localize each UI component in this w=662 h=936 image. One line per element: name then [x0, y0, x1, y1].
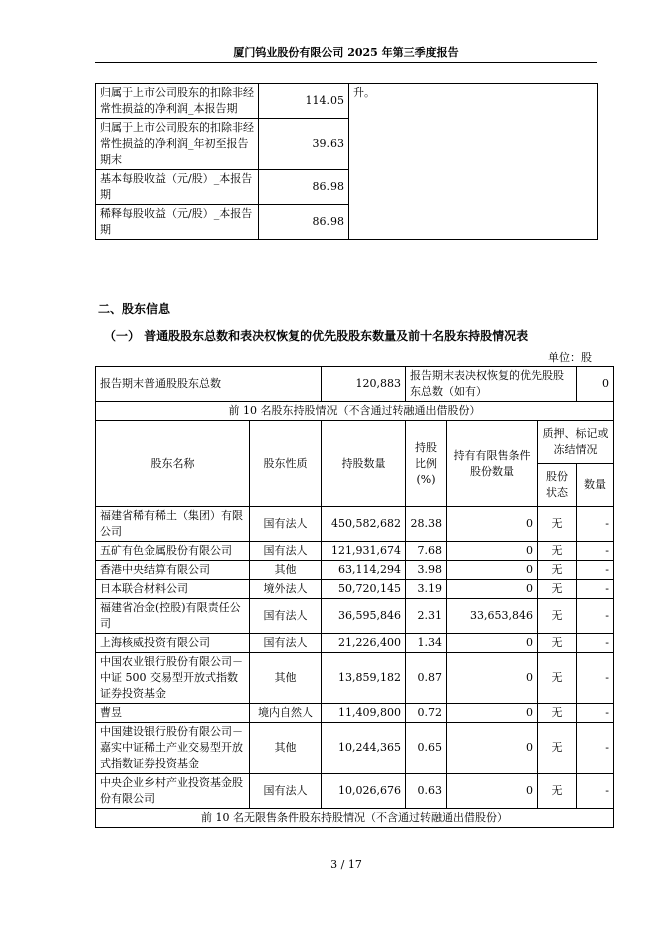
- header-rule: [95, 62, 597, 63]
- header-pledge: 质押、标记或冻结情况: [538, 421, 614, 464]
- earnings-label: 归属于上市公司股东的扣除非经常性损益的净利润_本报告期: [96, 84, 259, 119]
- earnings-value: 86.98: [259, 170, 349, 205]
- table-row: [96, 542, 614, 561]
- holder-restricted: 0: [447, 580, 538, 599]
- holder-restricted: 0: [447, 561, 538, 580]
- holder-qty: -: [577, 542, 614, 561]
- holder-nature: 其他: [250, 561, 322, 580]
- holder-nature: 其他: [250, 653, 322, 704]
- table-row: [96, 653, 614, 704]
- holder-qty: -: [577, 599, 614, 634]
- holder-name: 香港中央结算有限公司: [96, 561, 250, 580]
- pref-holders-value: 0: [577, 367, 614, 402]
- holder-qty: -: [577, 774, 614, 809]
- top10-title: 前 10 名股东持股情况（不含通过转融通出借股份）: [96, 402, 614, 421]
- holder-shares: 36,595,846: [322, 599, 406, 634]
- holder-name: 中央企业乡村产业投资基金股份有限公司: [96, 774, 250, 809]
- holder-qty: -: [577, 561, 614, 580]
- holder-shares: 450,582,682: [322, 507, 406, 542]
- holder-status: 无: [538, 580, 577, 599]
- holder-ratio: 0.63: [406, 774, 447, 809]
- holder-restricted: 0: [447, 653, 538, 704]
- total-holders-value: 120,883: [322, 367, 406, 402]
- holder-qty: -: [577, 507, 614, 542]
- holder-name: 五矿有色金属股份有限公司: [96, 542, 250, 561]
- holder-shares: 11,409,800: [322, 704, 406, 723]
- holder-shares: 121,931,674: [322, 542, 406, 561]
- holder-restricted: 33,653,846: [447, 599, 538, 634]
- holder-restricted: 0: [447, 723, 538, 774]
- unit-label: 单位：股: [548, 351, 592, 364]
- holder-nature: 国有法人: [250, 542, 322, 561]
- earnings-label: 稀释每股收益（元/股）_本报告期: [96, 205, 259, 240]
- holder-name: 中国建设银行股份有限公司－嘉实中证稀土产业交易型开放式指数证券投资基金: [96, 723, 250, 774]
- holder-nature: 国有法人: [250, 634, 322, 653]
- holder-status: 无: [538, 542, 577, 561]
- holder-shares: 10,244,365: [322, 723, 406, 774]
- table-row: [96, 774, 614, 809]
- holder-restricted: 0: [447, 704, 538, 723]
- holder-ratio: 3.19: [406, 580, 447, 599]
- holder-status: 无: [538, 634, 577, 653]
- table-row: [96, 599, 614, 634]
- holder-name: 日本联合材料公司: [96, 580, 250, 599]
- page-number: 3 / 17: [330, 858, 362, 871]
- table-row: [96, 704, 614, 723]
- earnings-label: 归属于上市公司股东的扣除非经常性损益的净利润_年初至报告期末: [96, 119, 259, 170]
- holder-shares: 10,026,676: [322, 774, 406, 809]
- holder-nature: 境内自然人: [250, 704, 322, 723]
- holder-restricted: 0: [447, 774, 538, 809]
- holder-ratio: 2.31: [406, 599, 447, 634]
- earnings-value: 114.05: [259, 84, 349, 119]
- holder-ratio: 3.98: [406, 561, 447, 580]
- holder-name: 福建省稀有稀土（集团）有限公司: [96, 507, 250, 542]
- holder-status: 无: [538, 723, 577, 774]
- holder-name: 曹昱: [96, 704, 250, 723]
- pref-holders-label: 报告期末表决权恢复的优先股股东总数（如有）: [406, 367, 577, 402]
- holder-status: 无: [538, 704, 577, 723]
- holder-ratio: 7.68: [406, 542, 447, 561]
- earnings-note: 升。: [349, 84, 598, 240]
- holder-name: 中国农业银行股份有限公司－中证 500 交易型开放式指数证券投资基金: [96, 653, 250, 704]
- holder-nature: 其他: [250, 723, 322, 774]
- earnings-label: 基本每股收益（元/股）_本报告期: [96, 170, 259, 205]
- earnings-table: [95, 83, 598, 240]
- holder-name: 福建省冶金(控股)有限责任公司: [96, 599, 250, 634]
- holder-status: 无: [538, 599, 577, 634]
- earnings-value: 39.63: [259, 119, 349, 170]
- holder-restricted: 0: [447, 542, 538, 561]
- unrestricted-title: 前 10 名无限售条件股东持股情况（不含通过转融通出借股份）: [96, 809, 614, 828]
- holder-ratio: 0.72: [406, 704, 447, 723]
- holder-restricted: 0: [447, 507, 538, 542]
- section-subtitle: （一） 普通股股东总数和表决权恢复的优先股股东数量及前十名股东持股情况表: [104, 329, 529, 343]
- header-status: 股份状态: [538, 464, 577, 507]
- shareholders-table: [95, 366, 614, 828]
- holder-nature: 国有法人: [250, 599, 322, 634]
- header-name: 股东名称: [96, 421, 250, 507]
- holder-shares: 21,226,400: [322, 634, 406, 653]
- holder-ratio: 1.34: [406, 634, 447, 653]
- table-row: [96, 634, 614, 653]
- holder-qty: -: [577, 580, 614, 599]
- holder-nature: 境外法人: [250, 580, 322, 599]
- holder-nature: 国有法人: [250, 507, 322, 542]
- holder-shares: 50,720,145: [322, 580, 406, 599]
- holder-ratio: 28.38: [406, 507, 447, 542]
- holder-status: 无: [538, 653, 577, 704]
- holder-shares: 63,114,294: [322, 561, 406, 580]
- table-row: [96, 723, 614, 774]
- table-row: [96, 561, 614, 580]
- earnings-value: 86.98: [259, 205, 349, 240]
- section-title: 二、股东信息: [98, 302, 171, 316]
- holder-status: 无: [538, 774, 577, 809]
- page-header: 厦门钨业股份有限公司 2025 年第三季度报告: [233, 46, 459, 59]
- holder-nature: 国有法人: [250, 774, 322, 809]
- header-nature: 股东性质: [250, 421, 322, 507]
- table-row: [96, 507, 614, 542]
- holder-ratio: 0.87: [406, 653, 447, 704]
- holder-status: 无: [538, 561, 577, 580]
- holder-qty: -: [577, 723, 614, 774]
- holder-qty: -: [577, 704, 614, 723]
- holder-qty: -: [577, 634, 614, 653]
- earnings-row: [96, 84, 598, 119]
- total-holders-label: 报告期末普通股股东总数: [96, 367, 322, 402]
- holder-shares: 13,859,182: [322, 653, 406, 704]
- holder-name: 上海核威投资有限公司: [96, 634, 250, 653]
- holder-qty: -: [577, 653, 614, 704]
- holder-ratio: 0.65: [406, 723, 447, 774]
- header-shares: 持股数量: [322, 421, 406, 507]
- header-qty: 数量: [577, 464, 614, 507]
- table-row: [96, 580, 614, 599]
- header-restricted: 持有有限售条件股份数量: [447, 421, 538, 507]
- holder-restricted: 0: [447, 634, 538, 653]
- holder-status: 无: [538, 507, 577, 542]
- header-ratio: 持股比例(%): [406, 421, 447, 507]
